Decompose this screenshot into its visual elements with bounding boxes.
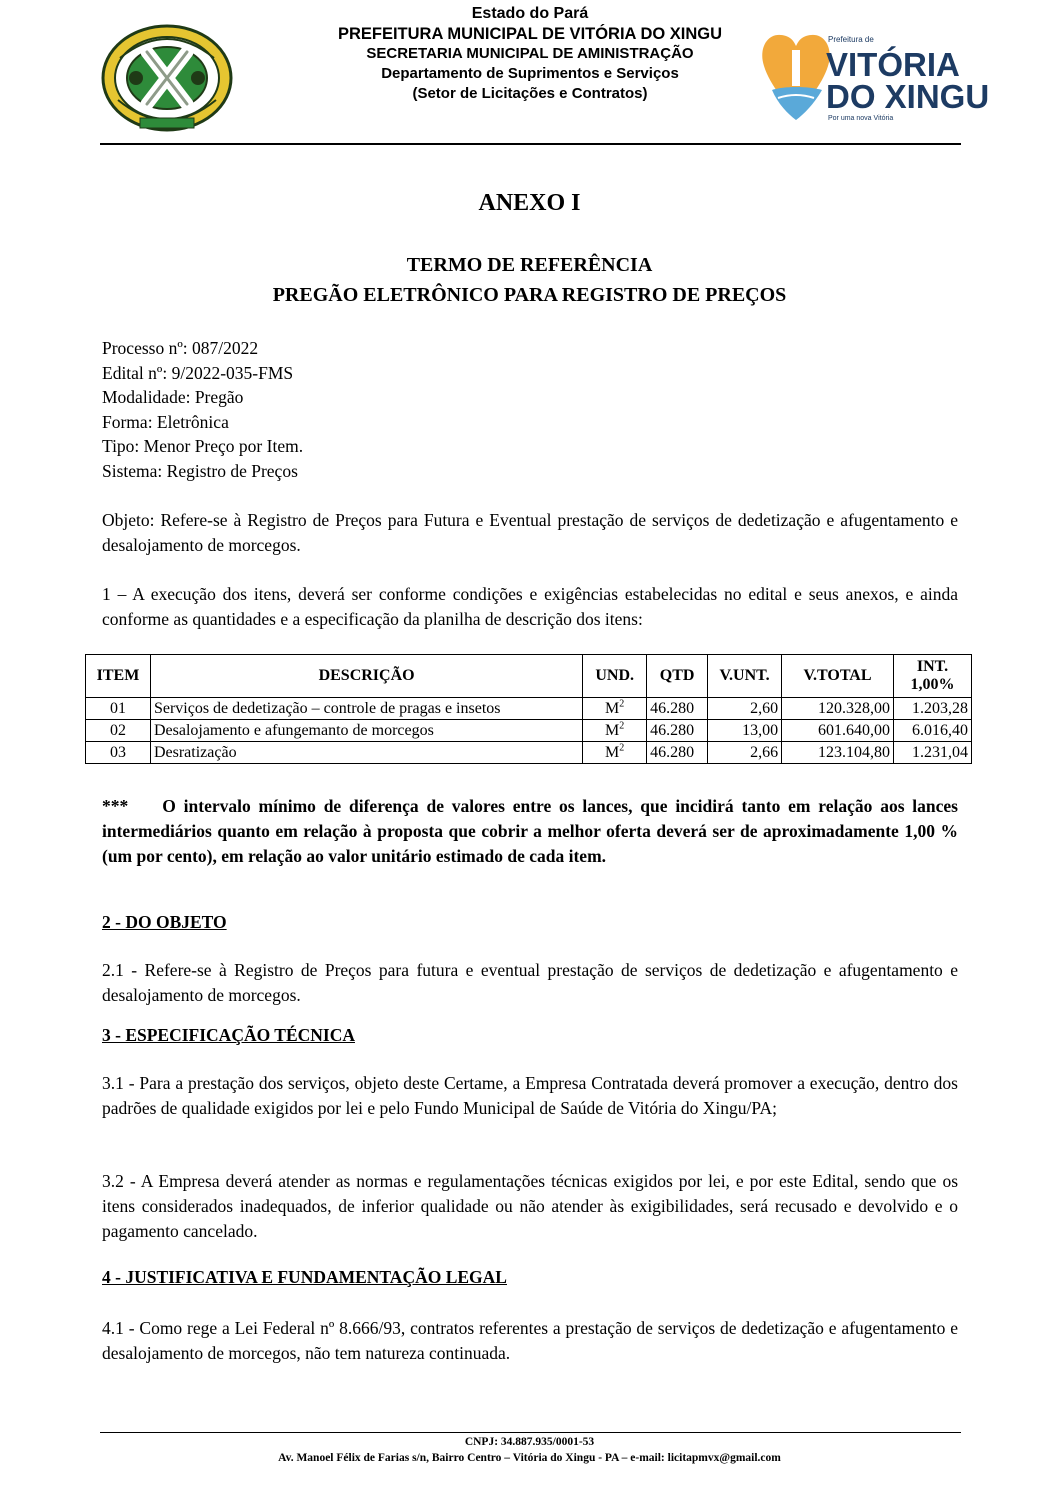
cell-descricao: Serviços de dedetização – controle de pragas e insetos xyxy=(150,698,582,720)
cell-vtotal: 601.640,00 xyxy=(782,720,894,742)
cell-int: 6.016,40 xyxy=(893,720,971,742)
cell-item: 01 xyxy=(86,698,151,720)
unit-exponent: 2 xyxy=(619,720,625,732)
cell-int: 1.203,28 xyxy=(893,698,971,720)
section-4-1: 4.1 - Como rege a Lei Federal nº 8.666/93, contratos referentes a prestação de serviços de dedetização e afugentamento e desalojamento de morcegos, não tem natureza continuada. xyxy=(102,1318,958,1363)
letterhead-text xyxy=(240,4,820,104)
footer-address: Av. Manoel Félix de Farias s/n, Bairro Centro – Vitória do Xingu - PA – e-mail: licitapmvx@gmail.com xyxy=(278,1452,781,1464)
cell-item: 02 xyxy=(86,720,151,742)
col-descricao: DESCRIÇÃO xyxy=(150,655,582,698)
cell-descricao: Desratização xyxy=(150,742,582,764)
table-header-row xyxy=(86,655,972,698)
table-row xyxy=(86,698,972,720)
cell-descricao: Desalojamento e afungemanto de morcegos xyxy=(150,720,582,742)
modalidade-line: Modalidade: Pregão xyxy=(102,387,244,408)
cell-vtotal: 120.328,00 xyxy=(782,698,894,720)
col-item: ITEM xyxy=(86,655,151,698)
table-row xyxy=(86,742,972,764)
section-3-1: 3.1 - Para a prestação dos serviços, objeto deste Certame, a Empresa Contratada deverá promover a execução, dentro dos padrões de qualidade exigidos por lei e pelo Fundo Municipal de Saúde de Vitória do Xingu/PA; xyxy=(102,1073,958,1118)
annex-title: ANEXO I xyxy=(478,190,581,216)
col-qtd: QTD xyxy=(647,655,708,698)
section-2-title: 2 - DO OBJETO xyxy=(102,912,227,932)
section-2-1: 2.1 - Refere-se à Registro de Preços para futura e eventual prestação de serviços de dedetização e afugentamento e desalojamento de morcegos. xyxy=(102,960,958,1005)
svg-text:Por uma nova Vitória: Por uma nova Vitória xyxy=(828,115,894,122)
objeto-paragraph: Objeto: Refere-se à Registro de Preços para Futura e Eventual prestação de serviços de dedetização e afugentamento e desalojamento de morcegos. xyxy=(102,510,958,555)
svg-text:VITÓRIA: VITÓRIA xyxy=(826,46,960,83)
footer-divider xyxy=(100,1432,961,1433)
state-name: Estado do Pará xyxy=(471,5,589,22)
municipal-seal-icon xyxy=(100,22,234,134)
secretaria-name: SECRETARIA MUNICIPAL DE AMINISTRAÇÃO xyxy=(366,45,694,62)
cell-qtd: 46.280 xyxy=(647,720,708,742)
cell-vunt: 13,00 xyxy=(708,720,782,742)
svg-text:Prefeitura de: Prefeitura de xyxy=(828,35,874,44)
cell-und xyxy=(583,742,647,764)
tipo-line: Tipo: Menor Preço por Item. xyxy=(102,436,304,457)
forma-line: Forma: Eletrônica xyxy=(102,411,229,432)
cell-und xyxy=(583,698,647,720)
unit-exponent: 2 xyxy=(619,742,625,754)
col-int xyxy=(893,655,971,698)
section-3-title: 3 - ESPECIFICAÇÃO TÉCNICA xyxy=(102,1025,355,1045)
table-row xyxy=(86,720,972,742)
col-und: UND. xyxy=(583,655,647,698)
unit-base: M xyxy=(605,700,620,717)
setor-name: (Setor de Licitações e Contratos) xyxy=(412,85,648,102)
cell-vtotal: 123.104,80 xyxy=(782,742,894,764)
cell-vunt: 2,66 xyxy=(708,742,782,764)
col-int-line1: INT. xyxy=(916,658,949,675)
edital-line: Edital nº: 9/2022-035-FMS xyxy=(102,362,294,383)
cell-qtd: 46.280 xyxy=(647,698,708,720)
svg-text:DO XINGU: DO XINGU xyxy=(826,78,990,115)
section-4-title: 4 - JUSTIFICATIVA E FUNDAMENTAÇÃO LEGAL xyxy=(102,1267,507,1287)
section-3-2: 3.2 - A Empresa deverá atender as normas e regulamentações técnicas exigidos por lei, e por este Edital, sendo que os itens considerados inadequados, de inferior qualidade ou não atender às exigibilidades, será recusado e devolvido e o pagamento cancelado. xyxy=(102,1171,958,1241)
prefeitura-name: PREFEITURA MUNICIPAL DE VITÓRIA DO XINGU xyxy=(337,25,723,43)
departamento-name: Departamento de Suprimentos e Serviços xyxy=(381,65,679,82)
header-divider xyxy=(100,143,961,145)
cell-item: 03 xyxy=(86,742,151,764)
execution-paragraph: 1 – A execução dos itens, deverá ser conforme condições e exigências estabelecidas no edital e seus anexos, e ainda conforme as quantidades e a especificação da planilha de descrição dos itens: xyxy=(102,584,958,629)
interval-note-text: O intervalo mínimo de diferença de valores entre os lances, que incidirá tanto em relação aos lances intermediários quanto em relação à proposta que cobrir a melhor oferta deverá ser de aproximadamente 1,00 % (um por cento), em relação ao valor unitário estimado de cada item. xyxy=(102,796,958,866)
vitoria-do-xingu-logo-icon xyxy=(758,28,990,124)
unit-base: M xyxy=(605,722,620,739)
cell-und xyxy=(583,720,647,742)
col-vtotal: V.TOTAL xyxy=(782,655,894,698)
items-table xyxy=(85,654,972,764)
sistema-line: Sistema: Registro de Preços xyxy=(102,460,298,481)
process-metadata xyxy=(102,336,303,484)
col-int-line2: 1,00% xyxy=(910,676,955,693)
col-vunt: V.UNT. xyxy=(708,655,782,698)
cell-qtd: 46.280 xyxy=(647,742,708,764)
footer-cnpj: CNPJ: 34.887.935/0001-53 xyxy=(464,1436,595,1448)
cell-vunt: 2,60 xyxy=(708,698,782,720)
pregao-title: PREGÃO ELETRÔNICO PARA REGISTRO DE PREÇOS xyxy=(272,284,787,306)
interval-note-prefix: *** xyxy=(102,796,129,816)
cell-int: 1.231,04 xyxy=(893,742,971,764)
termo-title: TERMO DE REFERÊNCIA xyxy=(406,254,653,276)
unit-base: M xyxy=(605,744,620,761)
interval-note xyxy=(102,794,958,869)
unit-exponent: 2 xyxy=(619,698,625,710)
processo-line: Processo nº: 087/2022 xyxy=(102,338,259,358)
letterhead xyxy=(0,0,1059,150)
